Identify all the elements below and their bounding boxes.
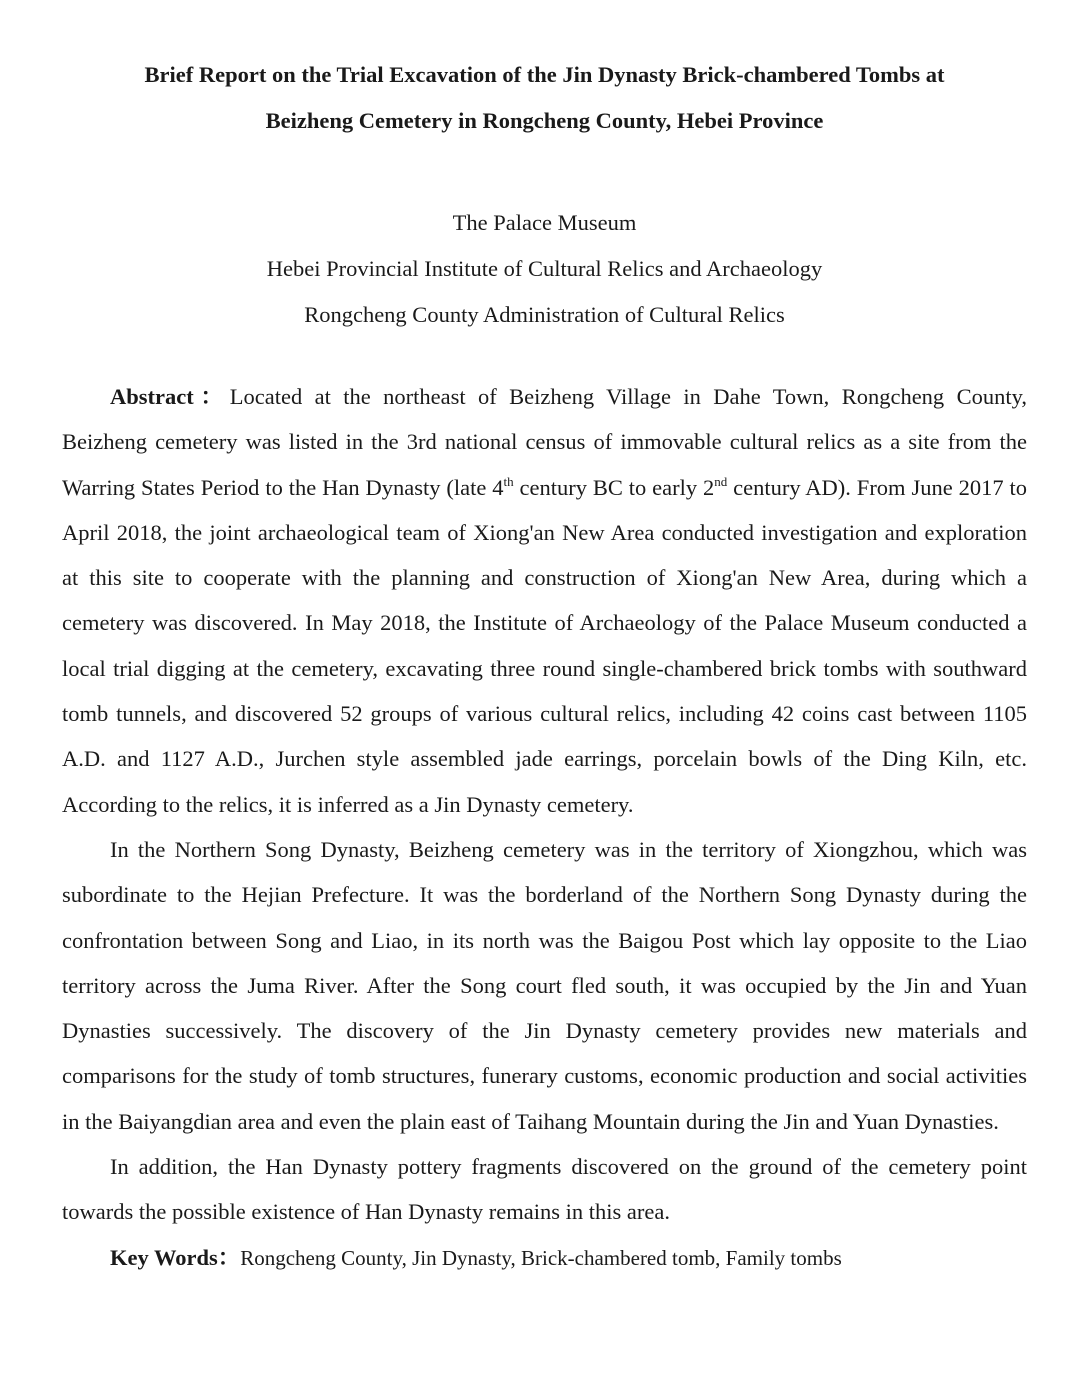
paper-title — [62, 52, 1027, 144]
keywords-values: Rongcheng County, Jin Dynasty, Brick-chambered tomb, Family tombs — [240, 1245, 842, 1270]
abstract-text-part-3: century AD). From June 2017 to April 2018, the joint archaeological team of Xiong'an New Area conducted investigation and exploration at this site to cooperate with the planning and construction of Xiong'an New Area, during which a cemetery was discovered. In May 2018, the Institute of Archaeology of the Palace Museum conducted a local trial digging at the cemetery, excavating three round single-chambered brick tombs with southward tomb tunnels, and discovered 52 groups of various cultural relics, including 42 coins cast between 1105 A.D. and 1127 A.D., Jurchen style assembled jade earrings, porcelain bowls of the Ding Kiln, etc. According to the relics, it is inferred as a Jin Dynasty cemetery. — [62, 474, 1027, 817]
keywords-label: Key Words： — [110, 1244, 241, 1270]
abstract-paragraph-2: In the Northern Song Dynasty, Beizheng cemetery was in the territory of Xiongzhou, which was subordinate to the Hejian Prefecture. It was the borderland of the Northern Song Dynasty during the confrontation between Song and Liao, in its north was the Baigou Post which lay opposite to the Liao territory across the Juma River. After the Song court fled south, it was occupied by the Jin and Yuan Dynasties successively. The discovery of the Jin Dynasty cemetery provides new materials and comparisons for the study of tomb structures, funerary customs, economic production and social activities in the Baiyangdian area and even the plain east of Taihang Mountain during the Jin and Yuan Dynasties. — [62, 836, 1027, 1134]
superscript-th: th — [503, 473, 514, 489]
paper-page — [62, 52, 1027, 1281]
abstract-section — [62, 374, 1027, 1281]
abstract-paragraph-1 — [62, 374, 1027, 827]
keywords-line — [62, 1235, 1027, 1281]
title-line-1: Brief Report on the Trial Excavation of the Jin Dynasty Brick-chambered Tombs at — [144, 62, 945, 87]
affiliation-3: Rongcheng County Administration of Cultural Relics — [304, 302, 785, 327]
title-line-2: Beizheng Cemetery in Rongcheng County, Hebei Province — [265, 108, 824, 133]
abstract-paragraph-3: In addition, the Han Dynasty pottery fragments discovered on the ground of the cemetery point towards the possible existence of Han Dynasty remains in this area. — [62, 1154, 1027, 1225]
author-affiliations — [62, 200, 1027, 338]
superscript-nd: nd — [714, 473, 728, 489]
abstract-text-part-1: Located at the northeast of Beizheng Village in Dahe Town, Rongcheng County, Beizheng cemetery was listed in the 3rd national census of immovable cultural relics as a site from the Warring States Period to the Han Dynasty (late 4 — [62, 384, 1027, 500]
abstract-text-part-2: century BC to early 2 — [513, 474, 715, 500]
affiliation-1: The Palace Museum — [452, 210, 637, 235]
affiliation-2: Hebei Provincial Institute of Cultural Relics and Archaeology — [266, 256, 823, 281]
abstract-label: Abstract： — [110, 384, 230, 409]
